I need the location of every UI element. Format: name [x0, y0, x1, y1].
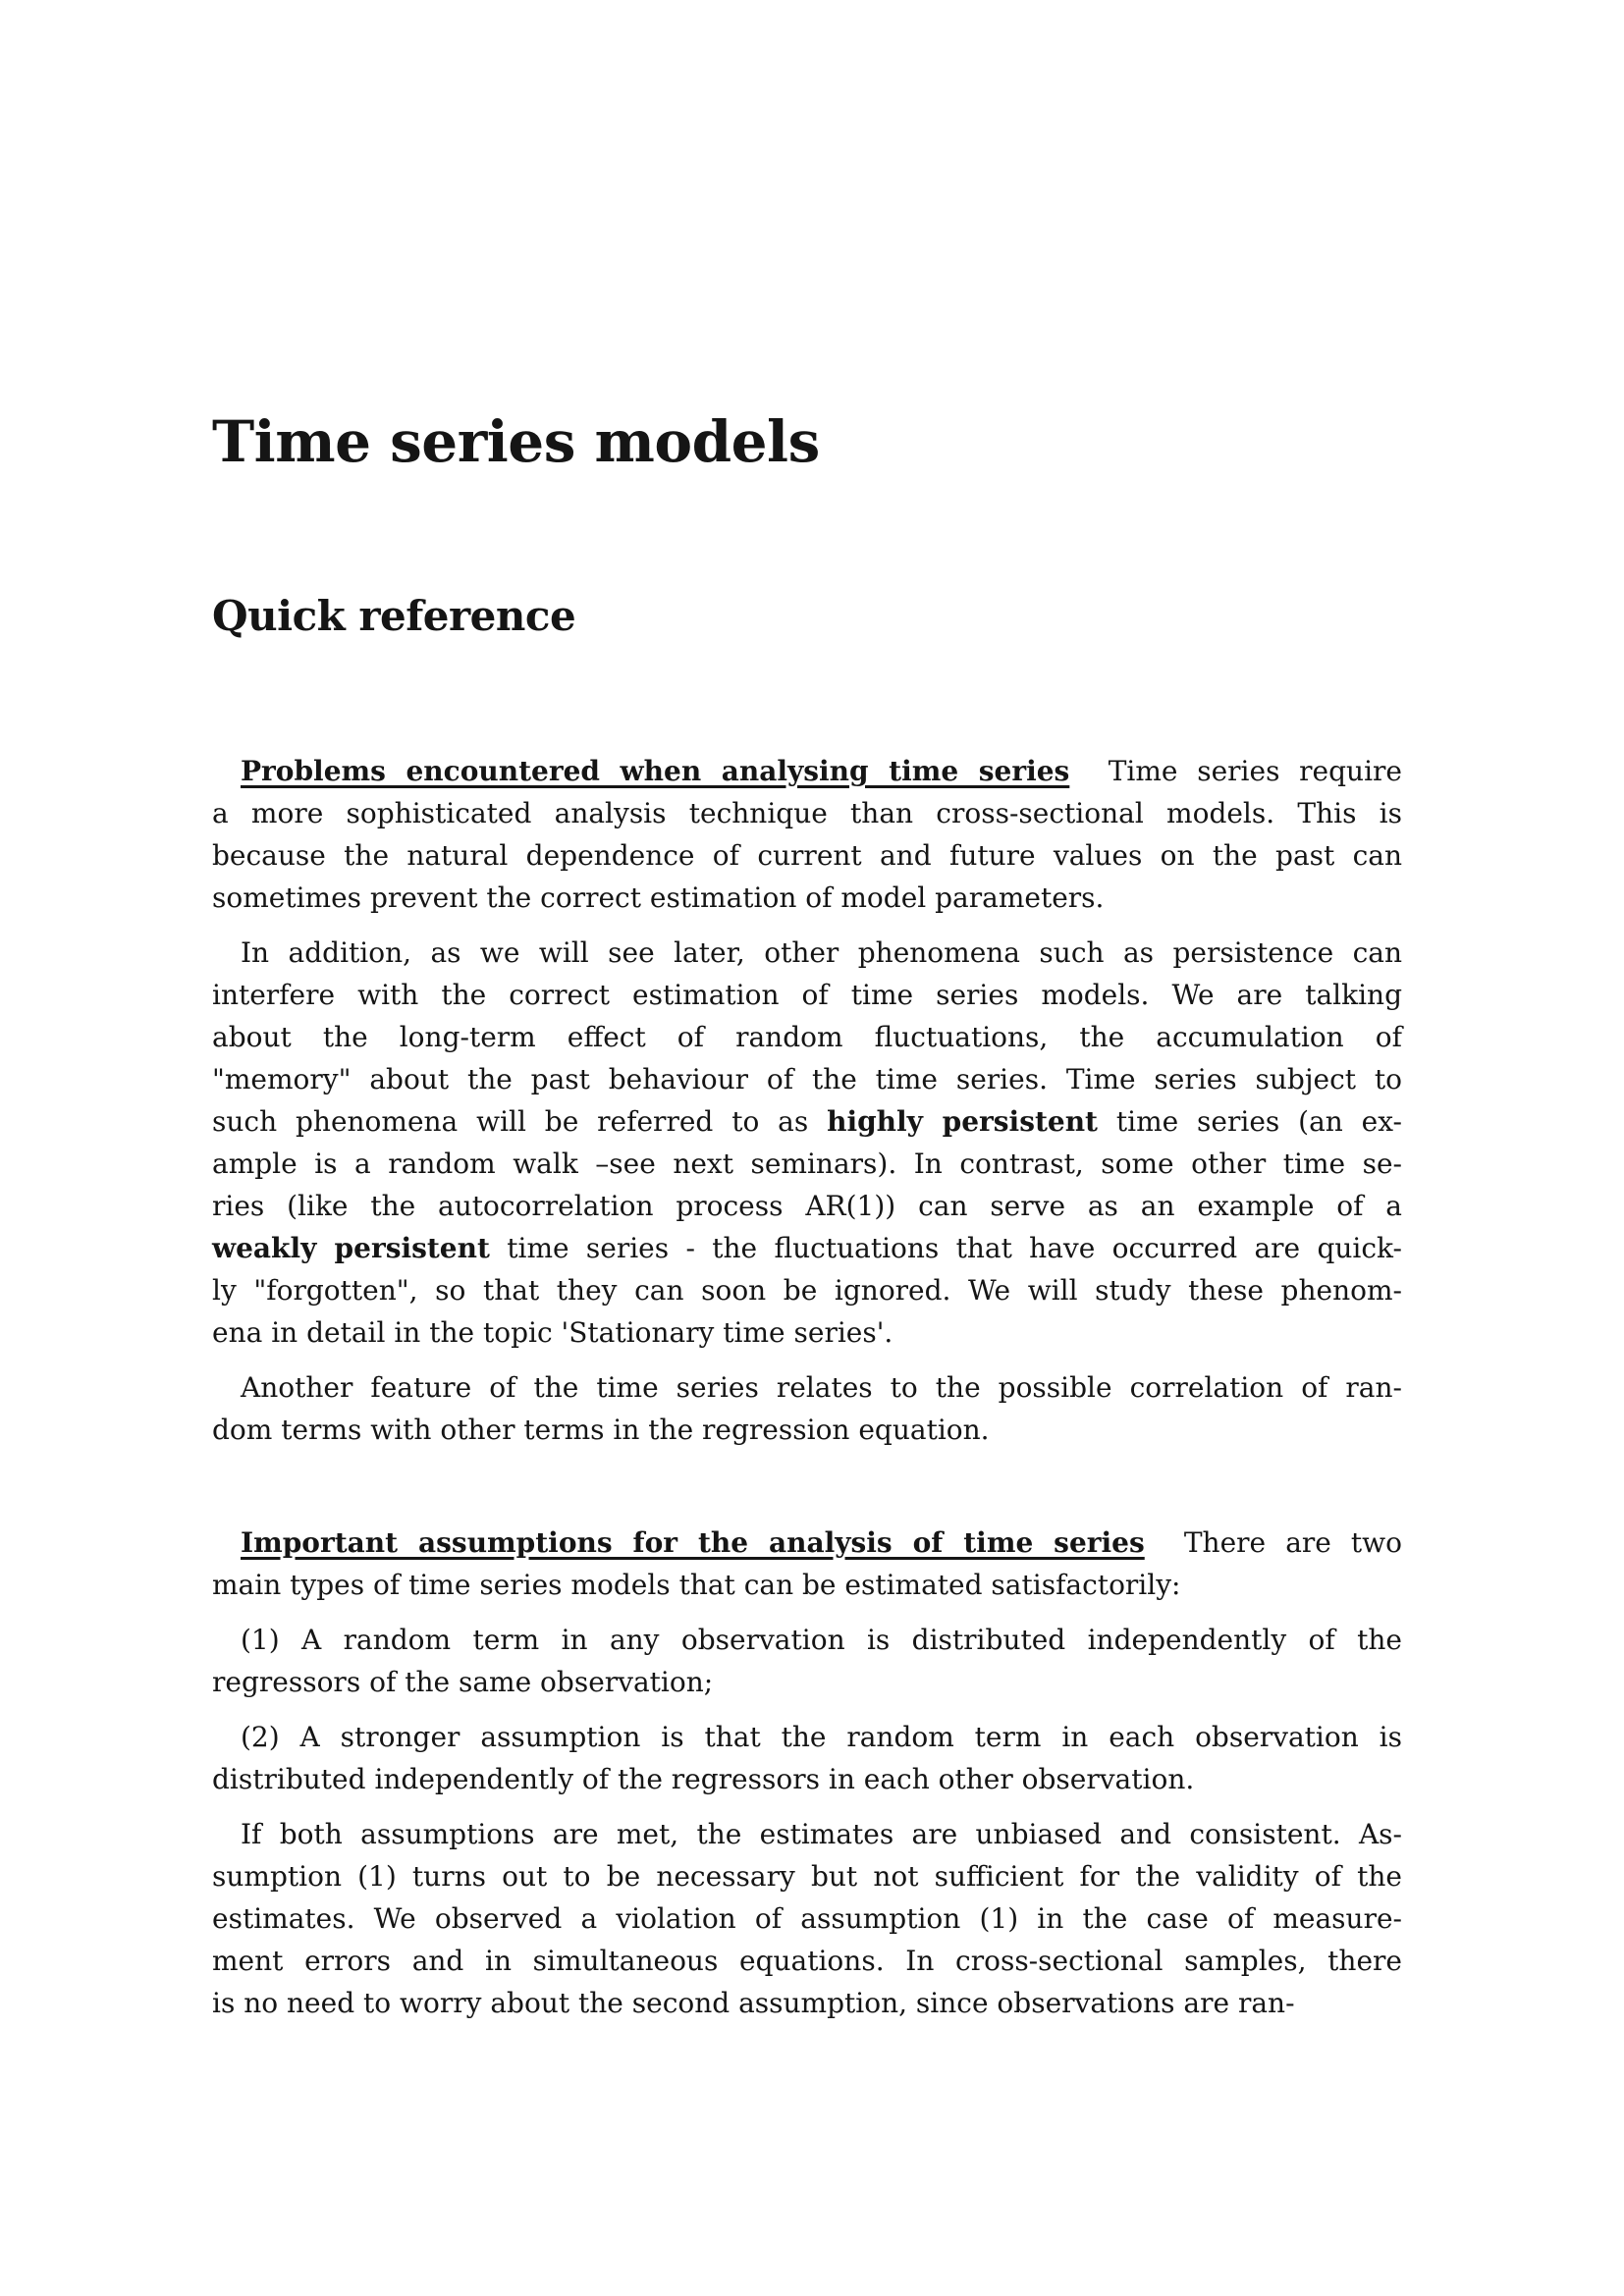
paragraph	[212, 1522, 1402, 1606]
paragraph	[212, 1619, 1402, 1703]
text-line	[212, 834, 1402, 877]
text-line	[212, 1366, 1402, 1409]
text-segment: because the natural dependence of current and future values on the past can	[212, 839, 1402, 872]
text-segment: There are two	[1144, 1526, 1402, 1559]
text-line	[212, 1143, 1402, 1185]
text-segment: about the long-term effect of random fluctuations, the accumulation of	[212, 1021, 1402, 1053]
text-segment: highly persistent	[827, 1105, 1098, 1138]
text-segment: ample is a random walk –see next seminars). In contrast, some other time se-	[212, 1148, 1402, 1180]
paragraph	[212, 1716, 1402, 1800]
text-line	[212, 932, 1402, 974]
text-line	[212, 750, 1402, 792]
section-heading: Quick reference	[212, 592, 576, 640]
text-segment: ries (like the autocorrelation process AR(1)) can serve as an example of a	[212, 1190, 1402, 1222]
text-segment: is no need to worry about the second assumption, since observations are ran-	[212, 1987, 1295, 2019]
text-line	[212, 1897, 1402, 1940]
text-line	[212, 877, 1402, 919]
text-line	[212, 1940, 1402, 1982]
text-segment: Time series require	[1069, 755, 1402, 787]
text-line	[212, 1269, 1402, 1311]
page-title: Time series models	[212, 408, 820, 475]
text-segment: weakly persistent	[212, 1232, 490, 1264]
text-segment: ly "forgotten", so that they can soon be ignored. We will study these phenom-	[212, 1274, 1402, 1307]
text-segment: Important assumptions for the analysis of time series	[241, 1526, 1145, 1559]
text-segment: regressors of the same observation;	[212, 1666, 714, 1698]
text-segment: distributed independently of the regressors in each other observation.	[212, 1763, 1195, 1795]
text-line	[212, 1813, 1402, 1855]
text-segment: main types of time series models that can be estimated satisfactorily:	[212, 1569, 1181, 1601]
text-line	[212, 1855, 1402, 1897]
paragraph	[212, 1366, 1402, 1451]
paragraph	[212, 932, 1402, 1354]
text-segment: sometimes prevent the correct estimation of model parameters.	[212, 881, 1105, 914]
text-line	[212, 1016, 1402, 1058]
text-segment: such phenomena will be referred to as	[212, 1105, 828, 1138]
text-segment: a more sophisticated analysis technique than cross-sectional models. This is	[212, 797, 1402, 829]
text-segment: ena in detail in the topic 'Stationary time series'.	[212, 1316, 893, 1349]
paragraphs	[212, 750, 1402, 2024]
text-column	[212, 0, 1402, 2024]
text-line	[212, 1758, 1402, 1800]
text-line	[212, 1185, 1402, 1227]
text-segment: (2) A stronger assumption is that the random term in each observation is	[241, 1721, 1402, 1753]
paragraph	[212, 1813, 1402, 2024]
text-line	[212, 1311, 1402, 1354]
text-segment: estimates. We observed a violation of assumption (1) in the case of measure-	[212, 1902, 1402, 1935]
text-segment: Problems encountered when analysing time series	[241, 755, 1070, 787]
text-line	[212, 1982, 1402, 2024]
text-line	[212, 1100, 1402, 1143]
text-line	[212, 1619, 1402, 1661]
text-segment: time series - the fluctuations that have occurred are quick-	[489, 1232, 1402, 1264]
text-line	[212, 1409, 1402, 1451]
text-segment: ment errors and in simultaneous equations. In cross-sectional samples, there	[212, 1945, 1402, 1977]
text-segment: dom terms with other terms in the regression equation.	[212, 1414, 990, 1446]
text-segment: Another feature of the time series relates to the possible correlation of ran-	[241, 1371, 1402, 1404]
text-line	[212, 974, 1402, 1016]
text-line	[212, 1661, 1402, 1703]
text-segment: In addition, as we will see later, other phenomena such as persistence can	[241, 936, 1402, 969]
text-line	[212, 1227, 1402, 1269]
paragraph	[212, 750, 1402, 919]
text-segment: (1) A random term in any observation is distributed independently of the	[241, 1624, 1402, 1656]
text-segment: time series (an ex-	[1098, 1105, 1402, 1138]
text-line	[212, 1716, 1402, 1758]
text-segment: interfere with the correct estimation of time series models. We are talking	[212, 979, 1402, 1011]
text-line	[212, 1058, 1402, 1100]
text-segment: sumption (1) turns out to be necessary but not sufficient for the validity of the	[212, 1860, 1402, 1893]
text-segment: "memory" about the past behaviour of the time series. Time series subject to	[212, 1063, 1402, 1095]
text-line	[212, 1522, 1402, 1564]
text-segment: If both assumptions are met, the estimates are unbiased and consistent. As-	[241, 1818, 1402, 1850]
text-line	[212, 792, 1402, 834]
text-line	[212, 1564, 1402, 1606]
